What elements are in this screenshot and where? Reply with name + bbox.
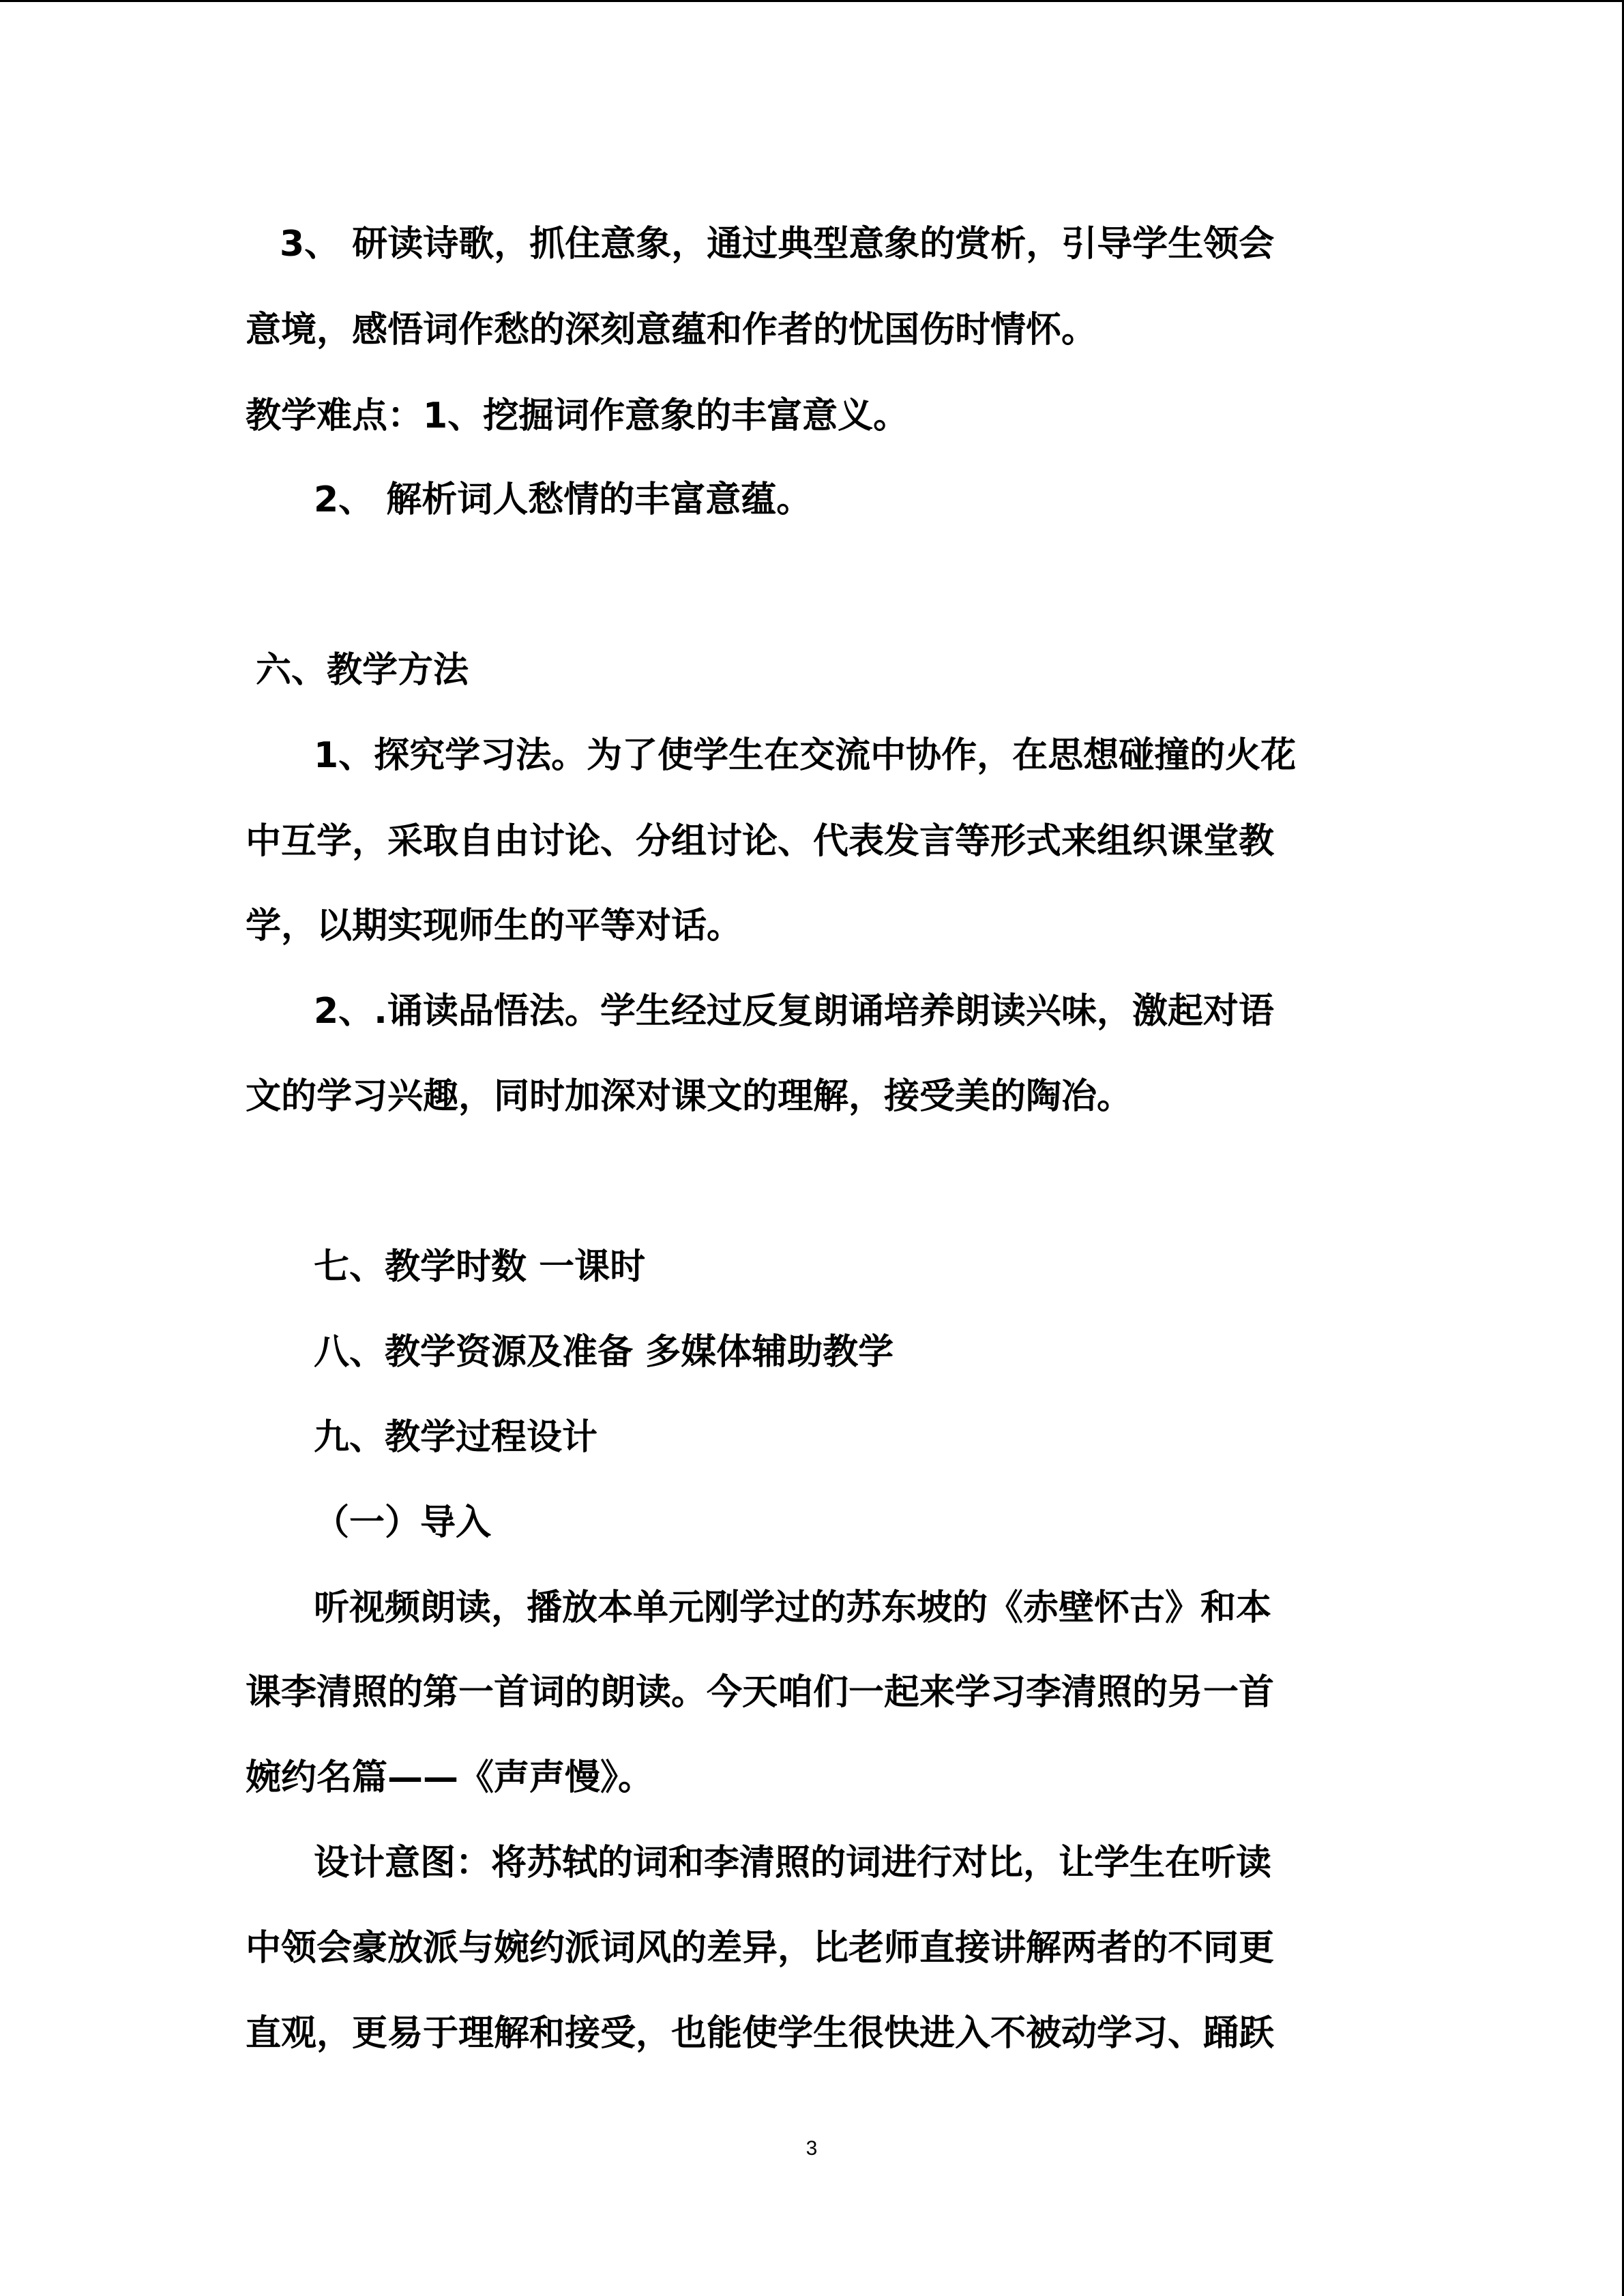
- paragraph-line: 中领会豪放派与婉约派词风的差异，比老师直接讲解两者的不同更: [246, 1928, 1275, 1969]
- paragraph-line: 学，以期实现师生的平等对话。: [246, 906, 743, 946]
- paragraph-line: 听视频朗读，播放本单元刚学过的苏东坡的《赤壁怀古》和本: [314, 1587, 1272, 1628]
- paragraph-line: 设计意图：将苏轼的词和李清照的词进行对比，让学生在听读: [314, 1843, 1272, 1883]
- paragraph-line: 课李清照的第一首词的朗读。今天咱们一起来学习李清照的另一首: [246, 1672, 1275, 1713]
- paragraph-line: 婉约名篇——《声声慢》。: [246, 1757, 654, 1798]
- paragraph-line: 文的学习兴趣，同时加深对课文的理解，接受美的陶冶。: [246, 1076, 1133, 1117]
- paragraph-line: 教学难点：1、挖掘词作意象的丰富意义。: [246, 396, 909, 436]
- section-heading: 六、教学方法: [256, 650, 469, 691]
- paragraph-line: 2、 解析词人愁情的丰富意蕴。: [314, 479, 812, 520]
- paragraph-line: 2、.诵读品悟法。学生经过反复朗诵培养朗读兴味，激起对语: [314, 991, 1274, 1032]
- section-heading: 八、教学资源及准备 多媒体辅助教学: [314, 1332, 894, 1373]
- section-heading: 九、教学过程设计: [314, 1417, 598, 1458]
- paragraph-line: 3、 研读诗歌，抓住意象，通过典型意象的赏析，引导学生领会: [280, 224, 1275, 265]
- section-heading: 七、教学时数 一课时: [314, 1247, 646, 1287]
- paragraph-line: 1、探究学习法。为了使学生在交流中协作，在思想碰撞的火花: [314, 735, 1297, 776]
- page-number: 3: [806, 2137, 818, 2160]
- paragraph-line: 中互学，采取自由讨论、分组讨论、代表发言等形式来组织课堂教: [246, 821, 1275, 862]
- subsection-heading: （一）导入: [314, 1502, 492, 1543]
- paragraph-line: 直观，更易于理解和接受，也能使学生很快进入不被动学习、踊跃: [246, 2013, 1275, 2054]
- paragraph-line: 意境，感悟词作愁的深刻意蕴和作者的忧国伤时情怀。: [246, 310, 1097, 351]
